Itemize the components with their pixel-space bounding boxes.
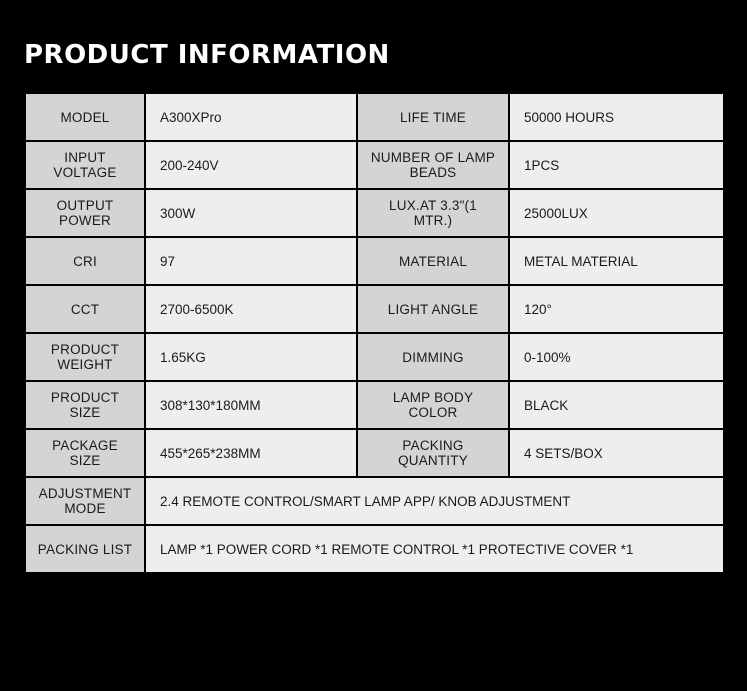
spec-label-light-angle: LIGHT ANGLE (358, 286, 508, 332)
spec-value-life-time: 50000 HOURS (510, 94, 723, 140)
table-row (26, 94, 723, 140)
table-row (26, 286, 723, 332)
spec-label-product-size: PRODUCT SIZE (26, 382, 144, 428)
spec-value-cri: 97 (146, 238, 356, 284)
spec-label-output-power: OUTPUT POWER (26, 190, 144, 236)
table-row (26, 334, 723, 380)
spec-value-material: METAL MATERIAL (510, 238, 723, 284)
spec-label-product-weight: PRODUCT WEIGHT (26, 334, 144, 380)
spec-label-life-time: LIFE TIME (358, 94, 508, 140)
table-row (26, 526, 723, 572)
specification-table (24, 92, 725, 574)
spec-value-packing-quantity: 4 SETS/BOX (510, 430, 723, 476)
spec-value-packing-list: LAMP *1 POWER CORD *1 REMOTE CONTROL *1 PROTECTIVE COVER *1 (146, 526, 723, 572)
spec-label-material: MATERIAL (358, 238, 508, 284)
spec-value-product-size: 308*130*180MM (146, 382, 356, 428)
table-row (26, 382, 723, 428)
spec-value-lux-at: 25000LUX (510, 190, 723, 236)
table-row (26, 478, 723, 524)
spec-label-cri: CRI (26, 238, 144, 284)
table-row (26, 190, 723, 236)
spec-label-cct: CCT (26, 286, 144, 332)
spec-label-packing-quantity: PACKING QUANTITY (358, 430, 508, 476)
spec-value-package-size: 455*265*238MM (146, 430, 356, 476)
table-row (26, 238, 723, 284)
spec-label-packing-list: PACKING LIST (26, 526, 144, 572)
table-row (26, 142, 723, 188)
spec-value-number-of-lamp-beads: 1PCS (510, 142, 723, 188)
table-row (26, 430, 723, 476)
spec-value-light-angle: 120° (510, 286, 723, 332)
spec-label-lux-at: LUX.AT 3.3"(1 MTR.) (358, 190, 508, 236)
spec-label-package-size: PACKAGE SIZE (26, 430, 144, 476)
spec-value-input-voltage: 200-240V (146, 142, 356, 188)
spec-value-output-power: 300W (146, 190, 356, 236)
spec-value-lamp-body-color: BLACK (510, 382, 723, 428)
specification-table-body (26, 94, 723, 572)
spec-label-adjustment-mode: ADJUSTMENT MODE (26, 478, 144, 524)
spec-label-input-voltage: INPUT VOLTAGE (26, 142, 144, 188)
spec-value-cct: 2700-6500K (146, 286, 356, 332)
spec-label-lamp-body-color: LAMP BODY COLOR (358, 382, 508, 428)
page-title: PRODUCT INFORMATION (24, 40, 390, 70)
spec-value-dimming: 0-100% (510, 334, 723, 380)
spec-value-adjustment-mode: 2.4 REMOTE CONTROL/SMART LAMP APP/ KNOB ADJUSTMENT (146, 478, 723, 524)
spec-value-model: A300XPro (146, 94, 356, 140)
spec-label-number-of-lamp-beads: NUMBER OF LAMP BEADS (358, 142, 508, 188)
spec-value-product-weight: 1.65KG (146, 334, 356, 380)
spec-label-model: MODEL (26, 94, 144, 140)
spec-label-dimming: DIMMING (358, 334, 508, 380)
